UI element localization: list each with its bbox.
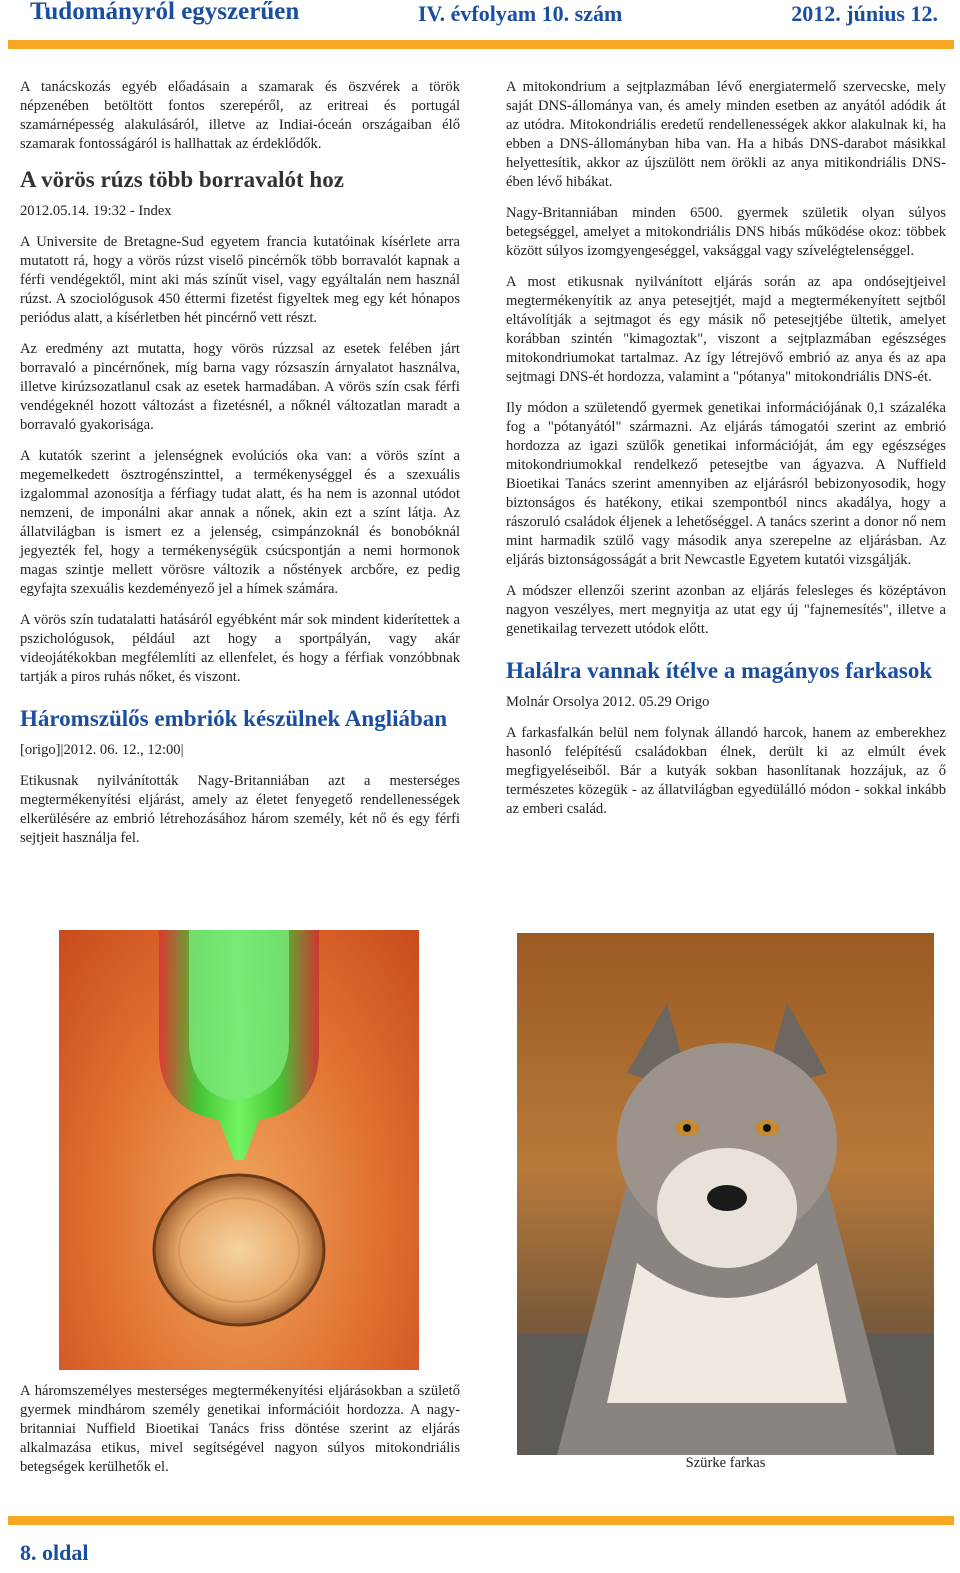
photo-caption: Szürke farkas	[685, 1455, 766, 1471]
wolf-photo	[517, 933, 934, 1455]
embryo-photo	[59, 930, 419, 1370]
article-meta: [origo]|2012. 06. 12., 12:00|	[20, 742, 184, 758]
article-paragraph: Az eredmény azt mutatta, hogy vörös rúzzsal az esetek felében járt borravaló a pincérnőnek, míg barna vagy rózsaszín árnyalatot használva, illetve kirúzsozatlanul csak az esetek harmadában. A vörös szín csak férfi vendégeknél hozott változást a fizetésnél, a nőknél változatlan maradt a borravaló gyakorisága.	[20, 341, 460, 433]
page-number: 8. oldal	[20, 1540, 89, 1565]
left-column	[20, 78, 460, 860]
publication-title: Tudományról egyszerűen	[30, 0, 300, 25]
article-title: Halálra vannak ítélve a magányos farkasok	[506, 658, 933, 683]
wolf-illustration	[517, 933, 934, 1455]
embryo-illustration	[59, 930, 419, 1370]
article-meta: Molnár Orsolya 2012. 05.29 Origo	[506, 694, 710, 710]
article-paragraph: Nagy-Britanniában minden 6500. gyermek születik olyan súlyos betegséggel, amelyet a mitokondriális DNS hibás működése okoz: többek között súlyos izomgyengeséggel, vaksággal vagy szívelégtelenséggel.	[506, 205, 946, 259]
article-meta: 2012.05.14. 19:32 - Index	[20, 203, 172, 219]
header-divider	[8, 40, 954, 49]
article-paragraph: A farkasfalkán belül nem folynak állandó harcok, hanem az emberekhez hasonló felépítésű családokban élnek, derült ki az elmúlt évek megfigyeléseiből. Bár a kutyák sokban hasonlítanak hozzájuk, az ő természetes közegük - az állatvilágban egyedülálló módon - sokkal inkább az emberi család.	[506, 725, 946, 817]
article-paragraph: Etikusnak nyilvánították Nagy-Britanniában azt a mesterséges megtermékenyítési eljárást, amely az életet fenyegető rendellenességek elkerülésére az embrió létrehozásához három személy, két nő és egy férfi sejtjeit használja fel.	[20, 773, 460, 846]
issue-number: IV. évfolyam 10. szám	[418, 1, 623, 26]
article-paragraph: A mitokondrium a sejtplazmában lévő energiatermelő szervecske, mely saját DNS-állománya van, és amely minden esetben az anyától adódik át az utódra. Mitokondriális eredetű rendellenességek akkor alakulnak ki, ha ebben a DNS-állományban hiba van. Ha a hibás DNS-darabot másikkal helyettesítik, akkor az újszülött nem örökli az anya mitikondriális DNS-ében lévő hibákat.	[506, 79, 946, 190]
caption-text: A háromszemélyes mesterséges megtermékenyítési eljárásokban a születő gyermek mindhárom személy genetikai információit hordozza. A nagy-britanniai Nuffield Bioetikai Tanács friss döntése szerint az eljárás alkalmazása etikus, mivel segítségével nagyon súlyos mitokondriális betegségek kerülhetők el.	[20, 1383, 460, 1475]
intro-paragraph: A tanácskozás egyéb előadásain a szamarak és öszvérek a török népzenében betöltött fontos szerepéről, az eritreai és portugál szamárnépesség alakulásáról, illetve az Indiai-óceán országaiban élő szamarak fontosságáról is hallhattak az érdeklődők.	[20, 79, 460, 152]
photo-caption	[20, 1382, 460, 1489]
issue-date: 2012. június 12.	[791, 1, 938, 26]
article-paragraph: A Universite de Bretagne-Sud egyetem francia kutatóinak kísérlete arra mutatott rá, hogy a vörös rúzst viselő pincérnők több borravalót kapnak a férfi vendégektől, mint aki más színűt visel, vagy egyáltalán nem használ rúzst. A szociológusok 450 éttermi fizetést figyeltek meg egy két hónapos periódus alatt, a kísérletben hét pincérnő vett részt.	[20, 234, 460, 326]
article-title: Háromszülős embriók készülnek Angliában	[20, 706, 448, 731]
article-paragraph: A vörös szín tudatalatti hatásáról egyébként már sok mindent kiderítettek a pszichológusok, például azt hogy a sportpályán, vagy akár videojátékokban megfélemlíti az ellenfelet, és hogy a férfiak vonzóbbnak tartják a piros ruhás nőket, és viszont.	[20, 612, 460, 685]
right-column	[506, 78, 946, 831]
article-paragraph: A módszer ellenzői szerint azonban az eljárás felesleges és középtávon nagyon veszélyes, mert megnyitja az utat egy új "fajnemesítés", illetve a genetikailag tervezett utódok előtt.	[506, 583, 946, 637]
page-header	[0, 0, 960, 40]
article-paragraph: A most etikusnak nyilvánított eljárás során az apa ondósejtjeivel megtermékenyítik az anya petesejtjét, majd a megtermékenyített sejtből eltávolítják a sejtmagot és egy másik nő petesejtjébe ültetik, amelyet korábban szintén "kimagoztak", viszont a sejtplazmában egészséges mitokondriumokat tartalmaz. Az így létrejövő embrió az anya és az apa sejtmagi DNS-ét hordozza, valamint a "pótanya" mitokondriális DNS-ét.	[506, 274, 946, 385]
article-title: A vörös rúzs több borravalót hoz	[20, 167, 344, 192]
article-paragraph: A kutatók szerint a jelenségnek evolúciós oka van: a vörös színt a megemelkedett ösztrogénszinttel, a termékenységgel és a szexuális izgalommal azonosítja a férfiagy tudat alatt, és ha nem is azonnal utódot nemzeni, de imponálni akar annak a nőnek, akin ezt a színt látja. Az állatvilágban is ismert ez a jelenség, csimpánzoknál és bonobóknál jegyezték fel, hogy a termékenységük csúcspontján a nemi hormonok magas szintje mellett vörösre változik a nőstények arcbőre, ez pedig egyfajta szexuális kezdeményező jel a hímek számára.	[20, 448, 460, 597]
footer-divider	[8, 1516, 954, 1525]
article-paragraph: Ily módon a születendő gyermek genetikai információjának 0,1 százaléka fog a "pótanyától" származni. Az eljárás támogatói szerint az embrió hordozza az igazi szülők genetikai információját, ám egy egészséges mitokondriumokkal rendelkező petesejtbe van ágyazva. A Nuffield Bioetikai Tanács szerint amennyiben az eljárásról bebizonyosodik, hogy biztonságos és hatékony, etikai szempontból nincs akadálya, hogy a rászoruló családok éljenek a lehetőséggel. A tanács szerint a donor nő nem mint harmadik szülő vagy második anya szerepelne az eljárásban. Az eljárás biztonságosságát a brit Newcastle Egyetem kutatói vizsgálják.	[506, 400, 946, 568]
